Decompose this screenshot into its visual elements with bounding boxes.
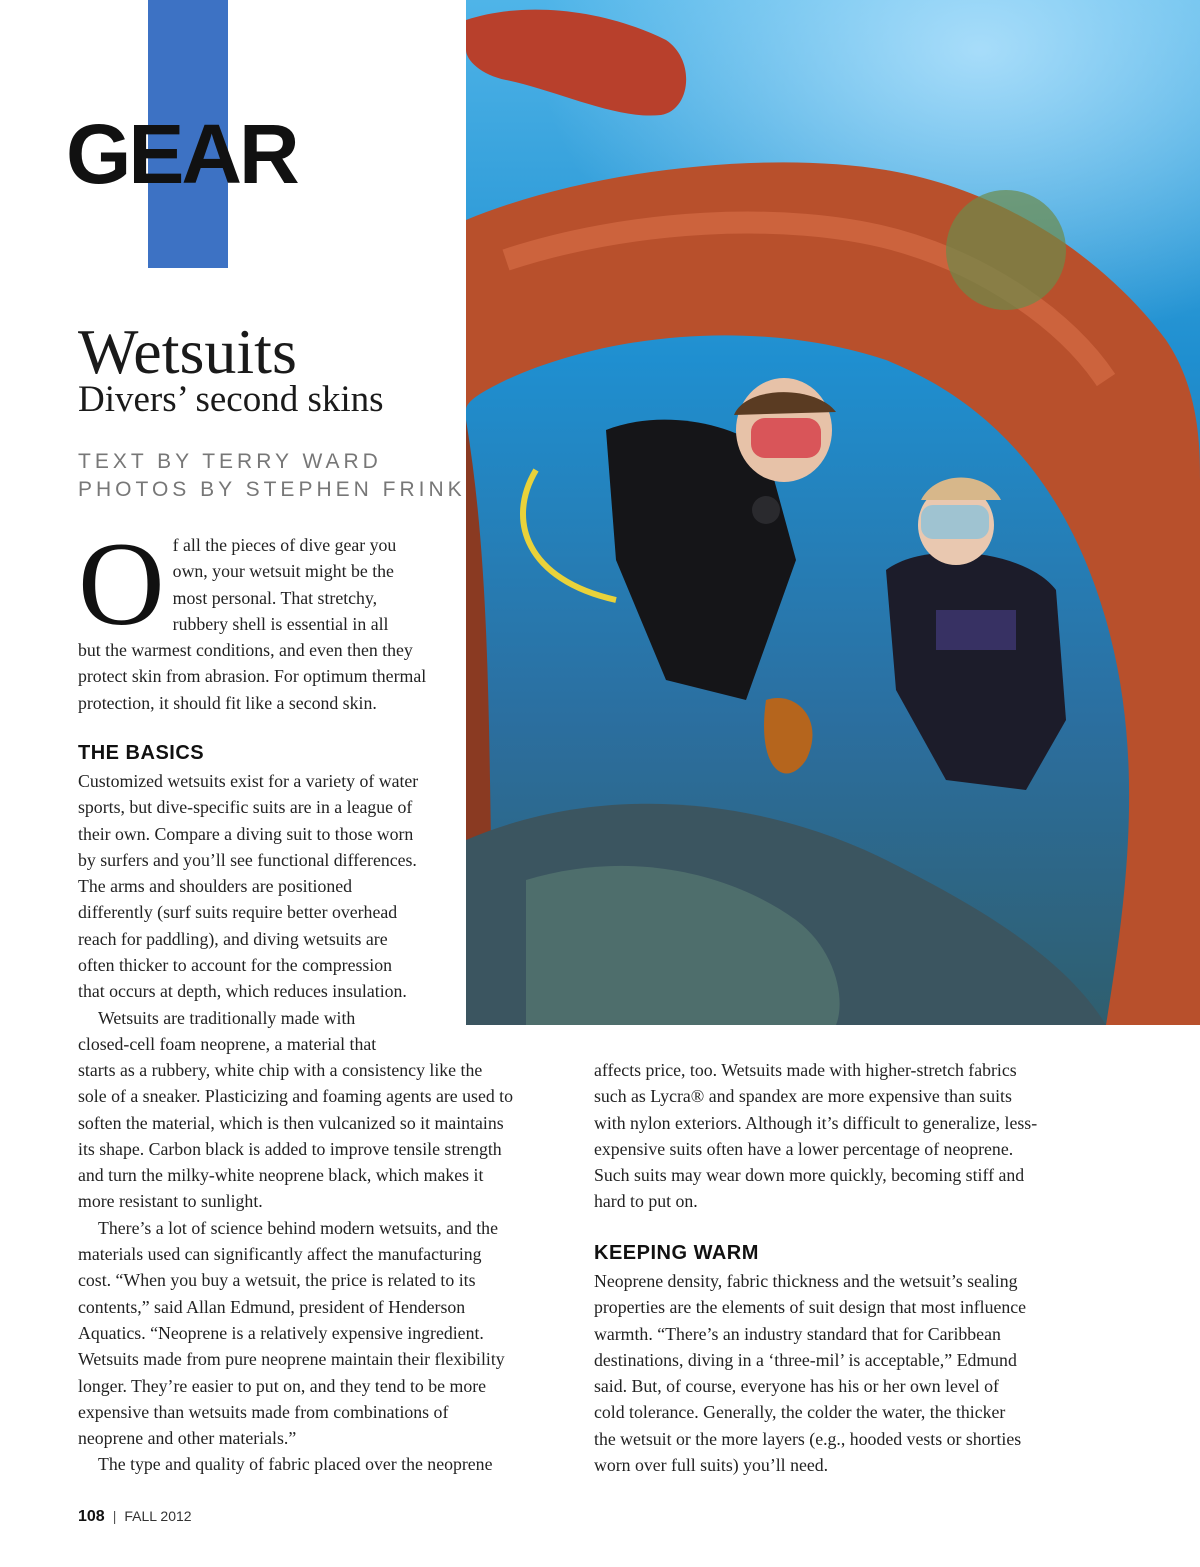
basics-column-narrow — [78, 768, 458, 1057]
body-line: expensive than wetsuits made from combinations of — [78, 1401, 449, 1422]
body-line: Wetsuits are traditionally made with — [98, 1007, 356, 1028]
body-line: neoprene and other materials.” — [78, 1428, 297, 1449]
body-line: expensive suits often have a lower percentage of neoprene. — [594, 1138, 1014, 1159]
body-line: said. But, of course, everyone has his or her own level of — [594, 1376, 999, 1397]
body-line: with nylon exteriors. Although it’s difficult to generalize, less- — [594, 1112, 1038, 1133]
body-line: closed-cell foam neoprene, a material that — [78, 1033, 377, 1054]
body-line: warmth. “There’s an industry standard that for Caribbean — [594, 1323, 1001, 1344]
body-line: Such suits may wear down more quickly, becoming stiff and — [594, 1165, 1025, 1186]
body-line: Wetsuits made from pure neoprene maintain their flexibility — [78, 1349, 505, 1370]
basics-column-wide — [78, 1057, 568, 1478]
body-line: The type and quality of fabric placed over the neoprene — [98, 1454, 493, 1475]
issue-label: FALL 2012 — [124, 1508, 192, 1524]
body-line: their own. Compare a diving suit to those worn — [78, 823, 414, 844]
body-line: contents,” said Allan Edmund, president of Henderson — [78, 1296, 466, 1317]
body-line: cold tolerance. Generally, the colder the water, the thicker — [594, 1402, 1006, 1423]
body-line: differently (surf suits require better overhead — [78, 902, 398, 923]
drop-cap: O — [78, 517, 165, 650]
body-line: often thicker to account for the compression — [78, 955, 393, 976]
body-line: such as Lycra® and spandex are more expensive than suits — [594, 1086, 1012, 1107]
body-line: and turn the milky-white neoprene black, which makes it — [78, 1165, 484, 1186]
body-line: Neoprene density, fabric thickness and the wetsuit’s sealing — [594, 1271, 1018, 1291]
body-line: Customized wetsuits exist for a variety of water — [78, 771, 419, 791]
body-line: destinations, diving in a ‘three-mil’ is acceptable,” Edmund — [594, 1349, 1017, 1370]
underwater-divers-photo — [466, 0, 1200, 1025]
body-line: reach for paddling), and diving wetsuits are — [78, 928, 388, 949]
body-line: sole of a sneaker. Plasticizing and foaming agents are used to — [78, 1086, 514, 1107]
article-subtitle: Divers’ second skins — [78, 379, 384, 420]
keeping-warm-heading: KEEPING WARM — [594, 1242, 759, 1264]
body-line: by surfers and you’ll see functional differences. — [78, 849, 417, 870]
body-line: sports, but dive-specific suits are in a league of — [78, 797, 413, 818]
text-credit: TEXT BY TERRY WARD — [78, 450, 382, 473]
body-line: soften the material, which is then vulcanized so it maintains — [78, 1112, 504, 1133]
body-line: starts as a rubbery, white chip with a consistency like the — [78, 1060, 483, 1080]
intro-line: protect skin from abrasion. For optimum thermal — [78, 666, 427, 687]
section-label: GEAR — [66, 107, 297, 201]
intro-line: protection, it should fit like a second skin. — [78, 692, 377, 713]
intro-line: f all the pieces of dive gear you — [172, 535, 397, 555]
body-line: longer. They’re easier to put on, and they tend to be more — [78, 1375, 487, 1396]
right-column-continued — [594, 1057, 1094, 1215]
intro-line: but the warmest conditions, and even then they — [78, 640, 413, 661]
keeping-warm-column — [594, 1268, 1094, 1478]
hero-photo — [466, 0, 1200, 1025]
body-line: There’s a lot of science behind modern wetsuits, and the — [98, 1217, 498, 1238]
body-line: more resistant to sunlight. — [78, 1191, 263, 1212]
body-line: affects price, too. Wetsuits made with higher-stretch fabrics — [594, 1060, 1017, 1080]
body-line: that occurs at depth, which reduces insulation. — [78, 981, 407, 1002]
body-line: The arms and shoulders are positioned — [78, 876, 353, 897]
intro-line: own, your wetsuit might be the — [172, 561, 394, 582]
body-line: hard to put on. — [594, 1191, 698, 1212]
intro-line: rubbery shell is essential in all — [172, 613, 389, 634]
footer-separator: | — [112, 1508, 117, 1524]
body-line: properties are the elements of suit design that most influence — [594, 1297, 1027, 1318]
intro-line: most personal. That stretchy, — [172, 587, 378, 608]
article-title: Wetsuits — [78, 316, 297, 387]
intro-paragraph — [78, 517, 450, 716]
body-line: Aquatics. “Neoprene is a relatively expensive ingredient. — [78, 1322, 484, 1343]
body-line: cost. “When you buy a wetsuit, the price is related to its — [78, 1270, 476, 1291]
body-line: worn over full suits) you’ll need. — [594, 1455, 829, 1476]
body-line: materials used can significantly affect the manufacturing — [78, 1244, 482, 1265]
page-number: 108 — [78, 1508, 105, 1525]
page-footer — [78, 1508, 192, 1526]
basics-heading: THE BASICS — [78, 742, 205, 764]
photo-credit: PHOTOS BY STEPHEN FRINK — [78, 478, 466, 501]
body-line: the wetsuit or the more layers (e.g., hooded vests or shorties — [594, 1428, 1022, 1449]
body-line: its shape. Carbon black is added to improve tensile strength — [78, 1138, 502, 1159]
